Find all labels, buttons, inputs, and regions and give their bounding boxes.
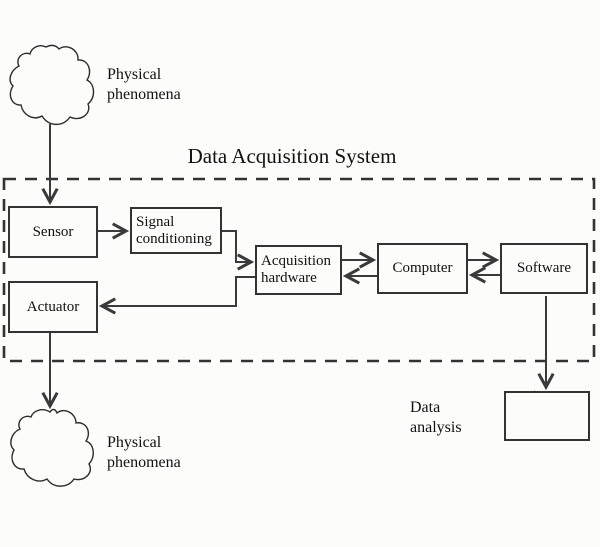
node-computer-label: Computer <box>392 260 453 277</box>
node-signal-conditioning-label: Signal conditioning <box>136 213 212 247</box>
node-software-label: Software <box>516 260 572 277</box>
data-analysis-chart-thumbnail <box>504 391 590 441</box>
node-sensor-label: Sensor <box>32 223 74 240</box>
node-actuator-label: Actuator <box>26 298 80 315</box>
diagram-title: Data Acquisition System <box>187 144 397 168</box>
node-actuator <box>8 281 98 333</box>
data-analysis-label: Data analysis <box>410 399 462 436</box>
node-software <box>500 243 588 294</box>
physical-phenomena-blob-bottom <box>11 410 93 487</box>
arrow-acquisition-hardware-to-actuator <box>102 277 255 306</box>
node-signal-conditioning <box>130 207 222 254</box>
physical-phenomena-label-bottom: Physical phenomena <box>107 434 181 471</box>
node-computer <box>377 243 468 294</box>
physical-phenomena-blob-top <box>10 45 93 124</box>
node-acquisition-hardware <box>255 245 342 295</box>
physical-phenomena-label-top: Physical phenomena <box>107 66 181 103</box>
node-acquisition-hardware-label: Acquisition hardware <box>261 253 331 286</box>
arrow-signal-conditioning-to-acquisition-hardware <box>222 231 251 262</box>
node-sensor <box>8 206 98 258</box>
